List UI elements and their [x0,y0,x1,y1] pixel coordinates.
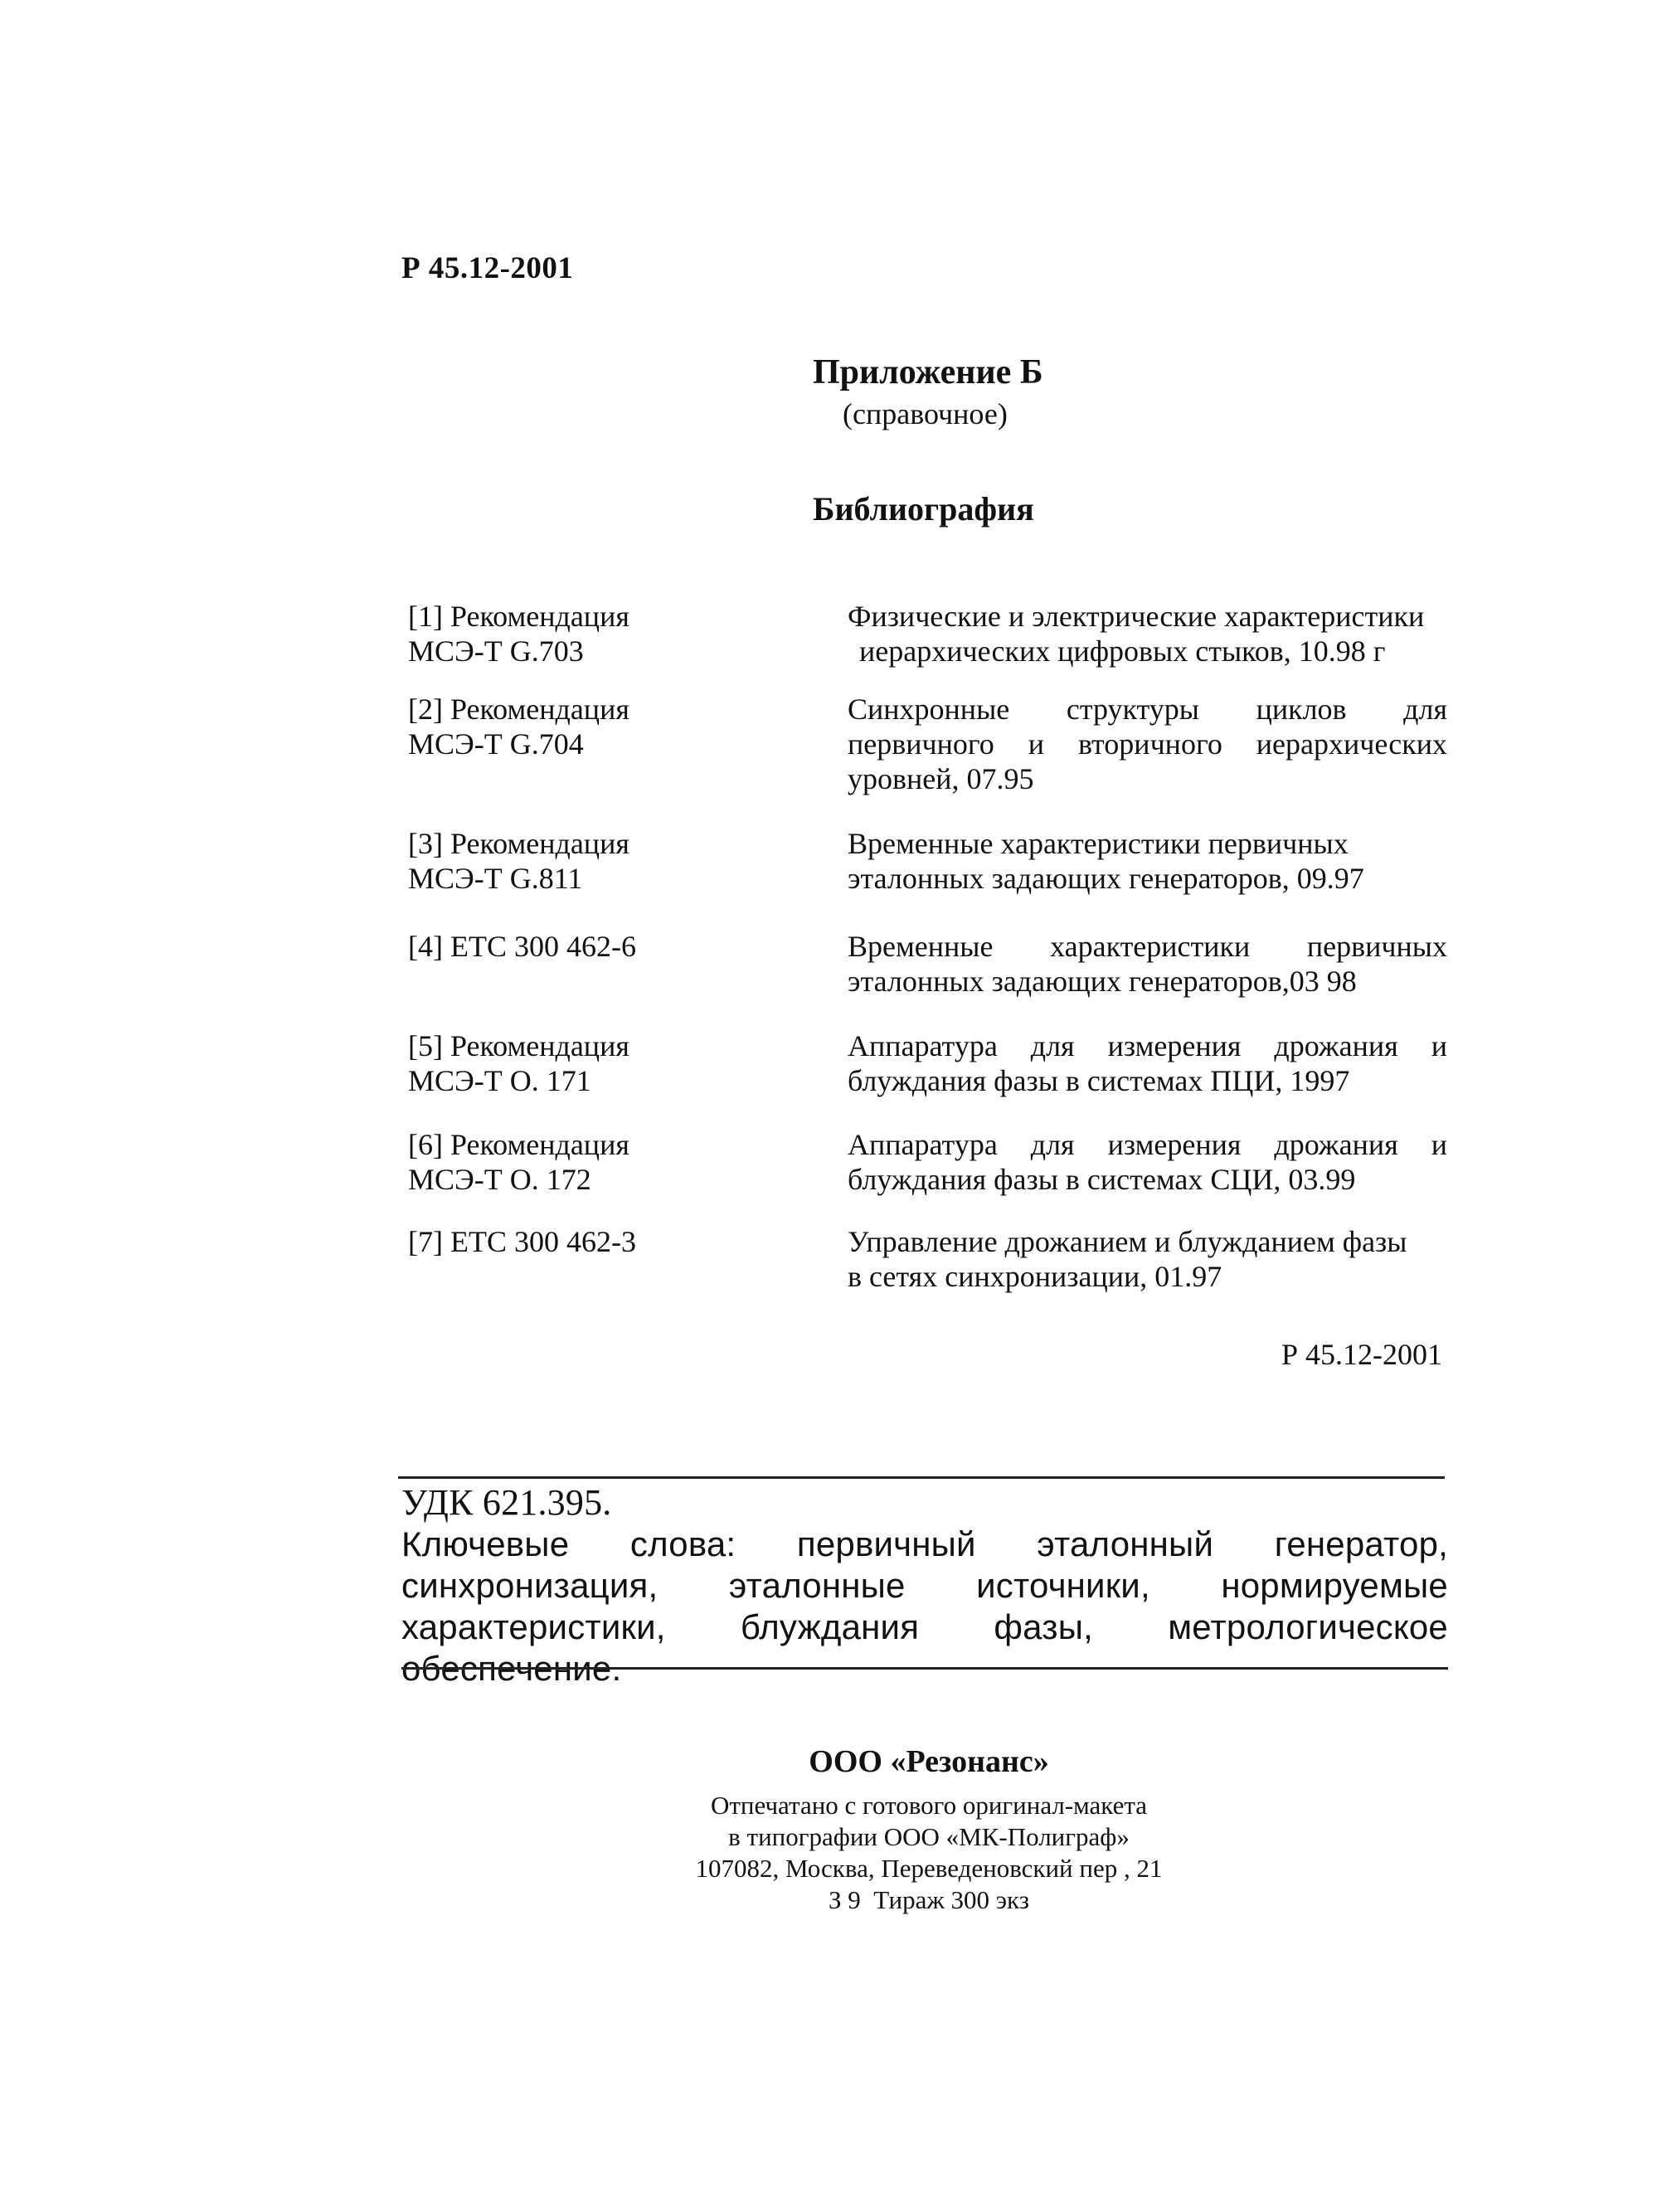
document-code-footer: Р 45.12-2001 [1281,1338,1443,1371]
reference-5-source [408,1028,790,1098]
appendix-subtitle: (справочное) [843,397,1008,430]
reference-3-source [408,826,790,896]
reference-3-title-line-2: эталонных задающих генераторов, 09.97 [848,862,1364,895]
reference-5-title-line-2: блуждания фазы в системах ПЦИ, 1997 [848,1064,1350,1097]
imprint-line-1: Отпечатано с готового оригинал-макета [710,1791,1148,1820]
reference-7-source-line-1: [7] ЕТС 300 462-3 [408,1225,636,1258]
reference-1-title-line-2: иерархических цифровых стыков, 10.98 г [859,634,1386,668]
imprint-line-4: З 9 Тираж 300 экз [829,1885,1029,1914]
imprint-block [0,1790,1667,1916]
reference-3-title-line-1: Временные характеристики первичных [848,827,1349,860]
reference-3-source-line-1: [3] Рекомендация [408,827,629,860]
reference-4-title-line-2: эталонных задающих генераторов,03 98 [848,965,1357,998]
reference-7-title-line-1: Управление дрожанием и блужданием фазы [848,1225,1407,1258]
reference-4-title [848,929,1447,999]
classification-block [401,1482,1448,1689]
reference-2-title-line-2: первичного и вторичного иерархических [848,727,1447,761]
reference-1-title [848,599,1447,668]
reference-6-title [848,1127,1447,1197]
reference-4-source [408,929,790,964]
udk-code: УДК 621.395. [401,1482,612,1523]
keywords-text: Ключевые слова: первичный эталонный генератор, синхронизация, эталонные источники, нормируемые характеристики, блуждания фазы, метрологическое обеспечение. [401,1524,1448,1688]
bibliography-title: Библиография [813,490,1034,527]
reference-3-source-line-2: МСЭ-Т G.811 [408,862,583,895]
reference-1-source-line-1: [1] Рекомендация [408,600,629,633]
reference-5-title-line-1: Аппаратура для измерения дрожания и [848,1029,1447,1062]
reference-5-title [848,1028,1447,1098]
reference-2-title-line-1: Синхронные структуры циклов для [848,693,1447,726]
document-code-header: Р 45.12-2001 [401,251,574,285]
reference-1-source [408,599,790,668]
reference-5-source-line-1: [5] Рекомендация [408,1029,629,1062]
reference-3-title [848,826,1447,896]
appendix-title: Приложение Б [813,353,1043,391]
reference-7-title-line-2: в сетях синхронизации, 01.97 [848,1260,1222,1293]
reference-4-title-line-1: Временные характеристики первичных [848,930,1447,963]
reference-2-source-line-2: МСЭ-Т G.704 [408,727,584,761]
top-divider-rule [398,1476,1445,1479]
reference-1-title-line-1: Физические и электрические характеристики [848,600,1425,633]
bottom-divider-rule [401,1667,1448,1670]
reference-6-title-line-2: блуждания фазы в системах СЦИ, 03.99 [848,1163,1356,1196]
reference-4-source-line-1: [4] ЕТС 300 462-6 [408,930,636,963]
imprint-line-3: 107082, Москва, Переведеновский пер , 21 [695,1854,1163,1883]
reference-7-title [848,1224,1447,1294]
reference-7-source [408,1224,790,1259]
reference-6-source [408,1127,790,1197]
reference-2-source [408,692,790,761]
reference-6-title-line-1: Аппаратура для измерения дрожания и [848,1128,1447,1161]
reference-2-title-line-3: уровней, 07.95 [848,762,1034,795]
reference-2-title [848,692,1447,796]
reference-2-source-line-1: [2] Рекомендация [408,693,629,726]
reference-1-source-line-2: МСЭ-Т G.703 [408,634,584,668]
reference-6-source-line-2: МСЭ-Т О. 172 [408,1163,591,1196]
reference-5-source-line-2: МСЭ-Т О. 171 [408,1064,591,1097]
reference-6-source-line-1: [6] Рекомендация [408,1128,629,1161]
imprint-line-2: в типографии ООО «МК-Полиграф» [728,1822,1130,1851]
publisher-name: ООО «Резонанс» [809,1744,1049,1779]
